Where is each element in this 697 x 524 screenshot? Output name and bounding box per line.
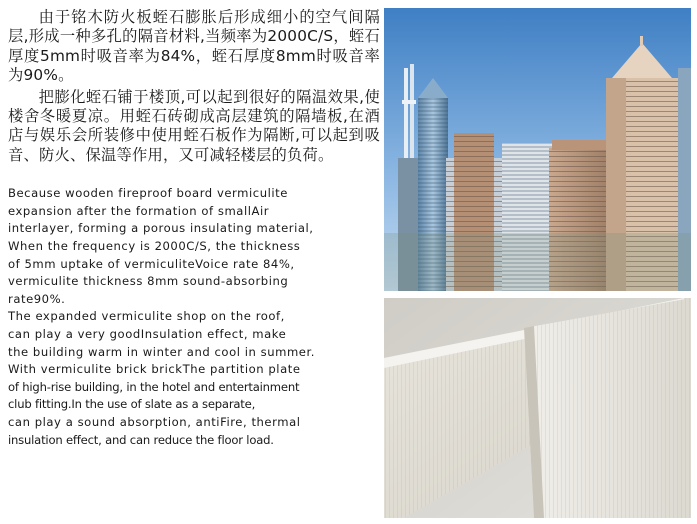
english-line: of high-rise building, in the hotel and entertainment (8, 379, 300, 394)
english-line: interlayer, forming a porous insulating material, (8, 221, 314, 236)
english-text (8, 185, 380, 449)
english-line: club fitting.In the use of slate as a separate, (8, 397, 256, 412)
chinese-paragraph-1: 由于铭木防火板蛭石膨胀后形成细小的空气间隔层,形成一种多孔的隔音材料,当频率为2000C/S，蛭石厚度5mm时吸音率为84%，蛭石厚度8mm时吸音率为90%。 (8, 8, 380, 85)
english-line: the building warm in winter and cool in summer. (8, 344, 315, 359)
english-line: expansion after the formation of smallAir (8, 203, 270, 218)
english-line: insulation effect, and can reduce the floor load. (8, 432, 274, 447)
english-line: When the frequency is 2000C/S, the thickness (8, 239, 301, 254)
english-line: rate90%. (8, 291, 66, 306)
chinese-paragraph-2: 把膨化蛭石铺于楼顶,可以起到很好的隔温效果,使楼舍冬暖夏凉。用蛭石砖砌成高层建筑的隔墙板,在酒店与娱乐会所装修中使用蛭石板作为隔断,可以起到吸音、防火、保温等作用，又可减轻楼层的负荷。 (8, 87, 380, 164)
english-line: can play a sound absorption, antiFire, thermal (8, 414, 301, 429)
vermiculite-board-photo (384, 298, 691, 518)
english-line: The expanded vermiculite shop on the roof, (8, 309, 285, 324)
english-line: vermiculite thickness 8mm sound-absorbing (8, 274, 289, 289)
text-column (8, 8, 380, 449)
chinese-text (8, 8, 380, 165)
english-line: With vermiculite brick brickThe partition plate (8, 362, 301, 377)
english-line: can play a very goodInsulation effect, make (8, 327, 287, 341)
english-line: of 5mm uptake of vermiculiteVoice rate 84%, (8, 256, 295, 271)
city-skyline-photo (384, 8, 691, 291)
english-line: Because wooden fireproof board vermiculite (8, 186, 288, 201)
